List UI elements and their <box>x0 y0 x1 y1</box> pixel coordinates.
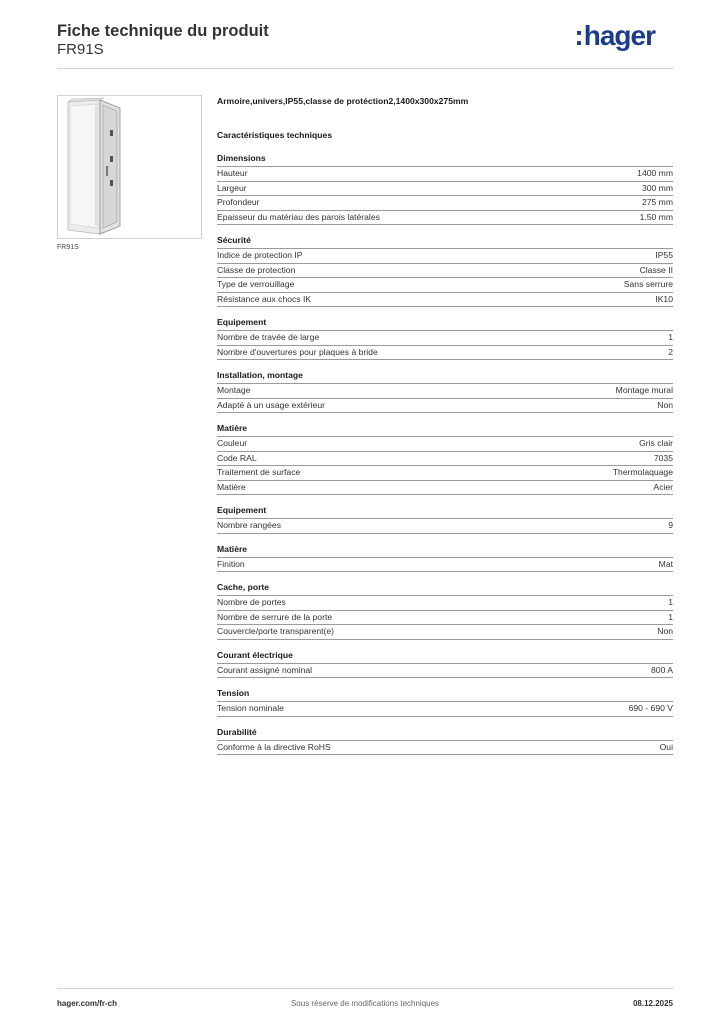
spec-label: Type de verrouillage <box>217 279 295 289</box>
section-title: Cache, porte <box>217 582 673 596</box>
spec-value: 1 <box>668 597 673 607</box>
spec-row <box>217 249 673 264</box>
spec-value: 800 A <box>651 664 673 675</box>
spec-label: Tension nominale <box>217 703 284 713</box>
spec-label: Montage <box>217 385 251 395</box>
spec-value: 9 <box>668 520 673 530</box>
spec-row <box>217 625 673 640</box>
spec-row <box>217 167 673 182</box>
spec-section <box>217 370 673 413</box>
spec-label: Epaisseur du matériau des parois latérales <box>217 211 380 222</box>
cabinet-illustration <box>58 96 201 238</box>
spec-row <box>217 664 673 679</box>
spec-label: Matière <box>217 481 246 492</box>
spec-label: Largeur <box>217 182 247 193</box>
spec-row <box>217 264 673 279</box>
product-description: Armoire,univers,IP55,classe de protéction2,1400x300x275mm <box>217 96 469 106</box>
footer-notice: Sous réserve de modifications techniques <box>290 999 440 1008</box>
spec-value: Non <box>657 399 673 410</box>
spec-section <box>217 582 673 640</box>
characteristics-heading: Caractéristiques techniques <box>217 130 333 140</box>
spec-row <box>217 293 673 308</box>
spec-value: 1 <box>668 611 673 622</box>
spec-label: Adapté à un usage extérieur <box>217 399 325 410</box>
spec-value: 2 <box>668 346 673 357</box>
spec-section <box>217 235 673 307</box>
spec-value: Non <box>657 626 673 636</box>
spec-section <box>217 650 673 679</box>
spec-label: Nombre de serrure de la porte <box>217 611 333 622</box>
section-title: Matière <box>217 544 673 558</box>
section-title: Durabilité <box>217 727 673 741</box>
spec-value: Mat <box>658 558 673 569</box>
spec-label: Nombre de portes <box>217 597 286 607</box>
spec-content <box>217 96 673 765</box>
spec-value: 690 - 690 V <box>628 703 673 713</box>
spec-row <box>217 466 673 481</box>
spec-value: 1400 mm <box>637 168 673 178</box>
spec-value: IP55 <box>655 250 673 260</box>
spec-value: Oui <box>659 741 673 752</box>
section-title: Installation, montage <box>217 370 673 384</box>
section-title: Equipement <box>217 505 673 519</box>
spec-row <box>217 346 673 361</box>
spec-section <box>217 688 673 717</box>
spec-row <box>217 596 673 611</box>
spec-row <box>217 452 673 467</box>
footer-date: 08.12.2025 <box>632 999 673 1008</box>
spec-row <box>217 741 673 756</box>
spec-label: Nombre d'ouvertures pour plaques à bride <box>217 346 378 357</box>
spec-value: 1 <box>668 332 673 342</box>
section-title: Tension <box>217 688 673 702</box>
spec-section <box>217 544 673 573</box>
spec-section <box>217 505 673 534</box>
spec-label: Finition <box>217 558 245 569</box>
spec-value: 7035 <box>653 452 673 463</box>
spec-row <box>217 399 673 414</box>
spec-value: 275 mm <box>641 197 673 207</box>
spec-row <box>217 331 673 346</box>
spec-section <box>217 317 673 360</box>
spec-value: Sans serrure <box>623 279 673 289</box>
spec-label: Profondeur <box>217 197 260 207</box>
spec-value: IK10 <box>655 293 673 304</box>
section-title: Dimensions <box>217 153 673 167</box>
spec-row <box>217 278 673 293</box>
spec-value: 300 mm <box>641 182 673 193</box>
spec-label: Traitement de surface <box>217 467 301 477</box>
spec-label: Code RAL <box>217 452 257 463</box>
spec-row <box>217 611 673 626</box>
spec-section <box>217 423 673 495</box>
spec-row <box>217 182 673 197</box>
section-title: Matière <box>217 423 673 437</box>
spec-label: Couleur <box>217 438 248 448</box>
spec-label: Nombre rangées <box>217 520 282 530</box>
spec-label: Conforme à la directive RoHS <box>217 741 331 752</box>
spec-value: 1.50 mm <box>639 211 673 222</box>
spec-value: Montage mural <box>615 385 673 395</box>
spec-value: Acier <box>653 481 673 492</box>
spec-row <box>217 196 673 211</box>
spec-sections <box>217 153 673 755</box>
footer-website: hager.com/fr-ch <box>57 999 118 1008</box>
product-reference: FR91S <box>57 41 104 58</box>
spec-value: Gris clair <box>639 438 673 448</box>
spec-value: Thermolaquage <box>612 467 673 477</box>
spec-row <box>217 384 673 399</box>
section-title: Sécurité <box>217 235 673 249</box>
spec-row <box>217 481 673 496</box>
section-title: Courant électrique <box>217 650 673 664</box>
spec-value: Classe II <box>639 264 673 275</box>
spec-label: Classe de protection <box>217 264 296 275</box>
spec-label: Hauteur <box>217 168 248 178</box>
spec-label: Résistance aux chocs IK <box>217 293 312 304</box>
hager-logo: :hager <box>574 20 655 51</box>
spec-row <box>217 702 673 717</box>
spec-label: Nombre de travée de large <box>217 332 320 342</box>
spec-label: Courant assigné nominal <box>217 664 313 675</box>
document-title: Fiche technique du produit <box>57 22 269 40</box>
product-image <box>57 95 202 239</box>
spec-section <box>217 153 673 225</box>
spec-row <box>217 211 673 226</box>
image-caption: FR91S <box>57 244 79 251</box>
spec-section <box>217 727 673 756</box>
spec-row <box>217 519 673 534</box>
section-title: Equipement <box>217 317 673 331</box>
page-header <box>57 20 673 69</box>
spec-row <box>217 558 673 573</box>
spec-label: Couvercle/porte transparent(e) <box>217 626 335 636</box>
page-footer <box>57 988 673 1013</box>
spec-label: Indice de protection IP <box>217 250 303 260</box>
spec-row <box>217 437 673 452</box>
